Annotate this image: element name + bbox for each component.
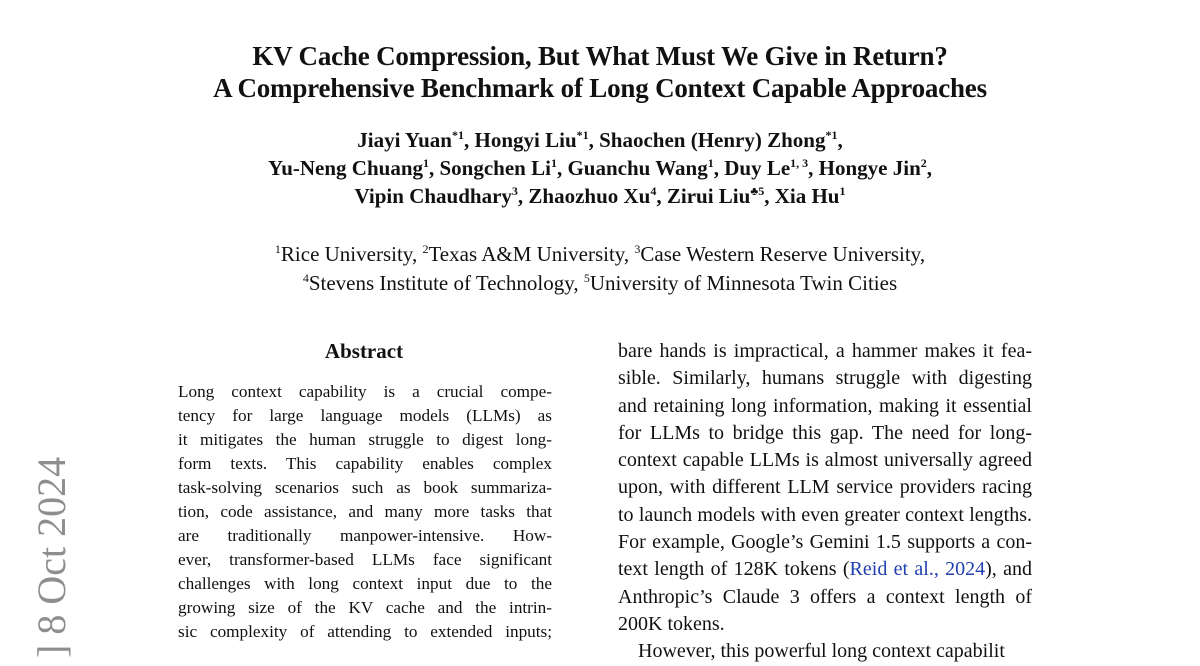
author-name: Zhaozhuo Xu	[528, 184, 651, 208]
affiliation-number: 2	[422, 242, 429, 256]
author-sep: ,	[429, 156, 440, 180]
abstract-line: are traditionally manpower-intensive. How-	[178, 526, 552, 545]
abstract-line: tency for large language models (LLMs) as	[178, 406, 552, 425]
author-name: Songchen Li	[439, 156, 551, 180]
abstract-body	[178, 380, 552, 644]
affiliation-line-1	[0, 240, 1200, 269]
abstract-line: task-solving scenarios such as book summariza-	[178, 478, 552, 497]
author-sep: ,	[556, 156, 568, 180]
abstract-line: it mitigates the human struggle to digest long-	[178, 430, 552, 449]
body-line: 200K tokens.	[618, 612, 725, 635]
affiliation-name: Rice University	[280, 242, 412, 266]
body-line: and retaining long information, making it essential	[618, 394, 1032, 417]
body-line-partial: However, this powerful long context capabilit	[638, 640, 1005, 663]
affiliation-number: 3	[634, 242, 641, 256]
author-sep: ,	[837, 128, 843, 152]
author-line-1	[0, 126, 1200, 154]
author-mark: *1	[452, 128, 464, 142]
arxiv-stamp: ] 8 Oct 2024	[29, 456, 74, 658]
author-line-3	[0, 182, 1200, 210]
body-line: For example, Google’s Gemini 1.5 supports a con-	[618, 531, 1032, 554]
author-mark: 1	[550, 156, 557, 170]
affiliation-sep: ,	[411, 242, 423, 266]
author-sep: ,	[464, 128, 475, 152]
author-list	[0, 126, 1200, 210]
affiliation-number: 1	[274, 242, 281, 256]
author-mark: 1	[423, 156, 429, 170]
author-mark: 4	[650, 184, 657, 198]
author-sep: ,	[517, 184, 529, 208]
affiliation-name: Case Western Reserve University	[640, 242, 920, 266]
author-name: Shaochen (Henry) Zhong	[599, 128, 826, 152]
title-line-2: A Comprehensive Benchmark of Long Context Capable Approaches	[213, 73, 987, 103]
affiliation-list	[0, 240, 1200, 298]
affiliation-sep: ,	[623, 242, 635, 266]
affiliation-line-2	[0, 269, 1200, 298]
author-mark: 1	[839, 184, 846, 198]
author-name: Vipin Chaudhary	[354, 184, 512, 208]
abstract-line: tion, code assistance, and many more tasks that	[178, 502, 552, 521]
author-name: Duy Le	[724, 156, 791, 180]
affiliation-sep: ,	[573, 271, 584, 295]
abstract-line: challenges with long context input due to the	[178, 574, 552, 593]
author-sep: ,	[926, 156, 933, 180]
abstract-line: Long context capability is a crucial compe-	[178, 382, 552, 401]
author-sep: ,	[588, 128, 600, 152]
author-mark: *1	[825, 128, 838, 142]
author-sep: ,	[764, 184, 775, 208]
affiliation-name: Texas A&M University	[428, 242, 624, 266]
author-mark: 5	[758, 184, 765, 198]
author-name: Zirui Liu	[666, 184, 751, 208]
body-line: sible. Similarly, humans struggle with digesting	[618, 367, 1032, 390]
affiliation-number: 5	[583, 271, 590, 285]
abstract-line: form texts. This capability enables complex	[178, 454, 552, 473]
body-line: to launch models with even greater context lengths.	[618, 503, 1032, 526]
author-name: Hongyi Liu	[474, 128, 577, 152]
author-name: Jiayi Yuan	[357, 128, 452, 152]
club-mark-icon: ♣	[750, 184, 759, 198]
author-name: Guanchu Wang	[567, 156, 708, 180]
citation-prefix: text length of 128K tokens (	[618, 558, 850, 581]
citation-suffix: ), and	[985, 558, 1032, 581]
author-mark: 2	[920, 156, 927, 170]
author-sep: ,	[808, 156, 819, 180]
affiliation-sep: ,	[919, 242, 926, 266]
author-sep: ,	[656, 184, 667, 208]
affiliation-name: Stevens Institute of Technology	[308, 271, 574, 295]
body-line: upon, with different LLM service providers racing	[618, 476, 1032, 499]
author-name: Yu-Neng Chuang	[267, 156, 423, 180]
citation-link[interactable]: Reid et al., 2024	[849, 558, 986, 581]
body-line: for LLMs to bridge this gap. The need for long-	[618, 421, 1032, 444]
paper-title	[0, 40, 1200, 104]
body-line: Anthropic’s Claude 3 offers a context length of	[618, 585, 1032, 608]
author-mark: 1	[707, 156, 714, 170]
body-line: bare hands is impractical, a hammer makes it fea-	[618, 340, 1032, 362]
abstract-heading: Abstract	[324, 339, 404, 363]
author-mark: 1, 3	[790, 156, 809, 170]
title-line-1: KV Cache Compression, But What Must We Give in Return?	[252, 41, 948, 71]
author-mark: *1	[576, 128, 589, 142]
author-name: Xia Hu	[774, 184, 840, 208]
author-sep: ,	[713, 156, 725, 180]
abstract-line: ever, transformer-based LLMs face significant	[178, 550, 552, 569]
abstract-line: sic complexity of attending to extended inputs;	[178, 622, 552, 641]
body-column	[618, 338, 1032, 666]
body-line-with-citation	[618, 556, 1032, 583]
affiliation-number: 4	[302, 271, 309, 285]
body-line: context capable LLMs is almost universally agreed	[618, 449, 1032, 472]
author-name: Hongye Jin	[818, 156, 921, 180]
affiliation-name: University of Minnesota Twin Cities	[589, 271, 898, 295]
author-mark: 3	[511, 184, 518, 198]
author-line-2	[0, 154, 1200, 182]
abstract-line: growing size of the KV cache and the intrin-	[178, 598, 552, 617]
